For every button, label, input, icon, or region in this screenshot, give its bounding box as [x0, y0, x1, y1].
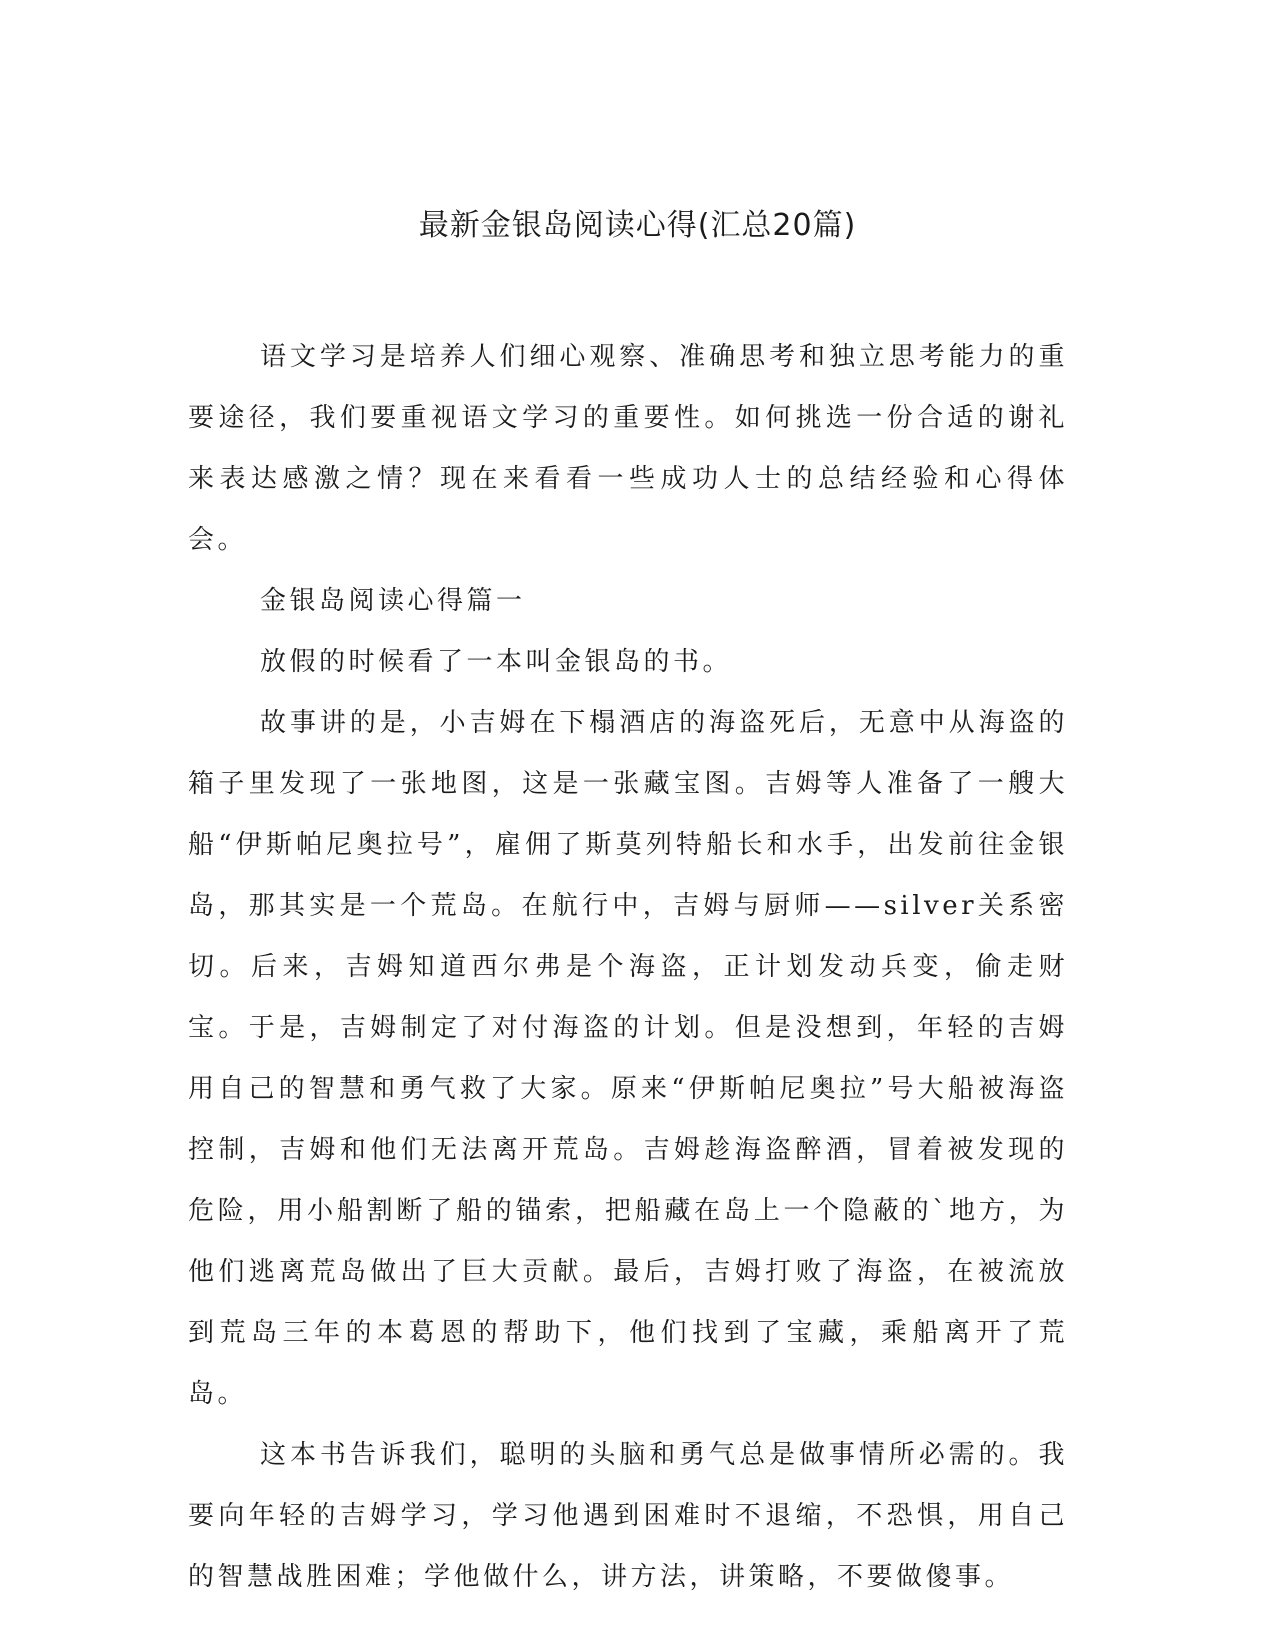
intro-paragraph: 语文学习是培养人们细心观察、准确思考和独立思考能力的重要途径，我们要重视语文学习的重要性。如何挑选一份合适的谢礼来表达感激之情？现在来看看一些成功人士的总结经验和心得体会。: [188, 342, 1068, 555]
story-summary-paragraph: 故事讲的是，小吉姆在下榻酒店的海盗死后，无意中从海盗的箱子里发现了一张地图，这是一张藏宝图。吉姆等人准备了一艘大船“伊斯帕尼奥拉号”，雇佣了斯莫列特船长和水手，出发前往金银岛，那其实是一个荒岛。在航行中，吉姆与厨师——silver关系密切。后来，吉姆知道西尔弗是个海盗，正计划发动兵变，偷走财宝。于是，吉姆制定了对付海盗的计划。但是没想到，年轻的吉姆用自己的智慧和勇气救了大家。原来“伊斯帕尼奥拉”号大船被海盗控制，吉姆和他们无法离开荒岛。吉姆趁海盗醉酒，冒着被发现的危险，用小船割断了船的锚索，把船藏在岛上一个隐蔽的`地方，为他们逃离荒岛做出了巨大贡献。最后，吉姆打败了海盗，在被流放到荒岛三年的本葛恩的帮助下，他们找到了宝藏，乘船离开了荒岛。: [188, 708, 1068, 1409]
section-heading: 金银岛阅读心得篇一: [260, 586, 526, 616]
conclusion-paragraph: 这本书告诉我们，聪明的头脑和勇气总是做事情所必需的。我要向年轻的吉姆学习，学习他遇到困难时不退缩，不恐惧，用自己的智慧战胜困难；学他做什么，讲方法，讲策略，不要做傻事。: [188, 1440, 1068, 1592]
body-paragraph: 放假的时候看了一本叫金银岛的书。: [260, 647, 733, 677]
document-body: [188, 327, 1068, 1608]
document-title: 最新金银岛阅读心得(汇总20篇): [418, 208, 857, 243]
